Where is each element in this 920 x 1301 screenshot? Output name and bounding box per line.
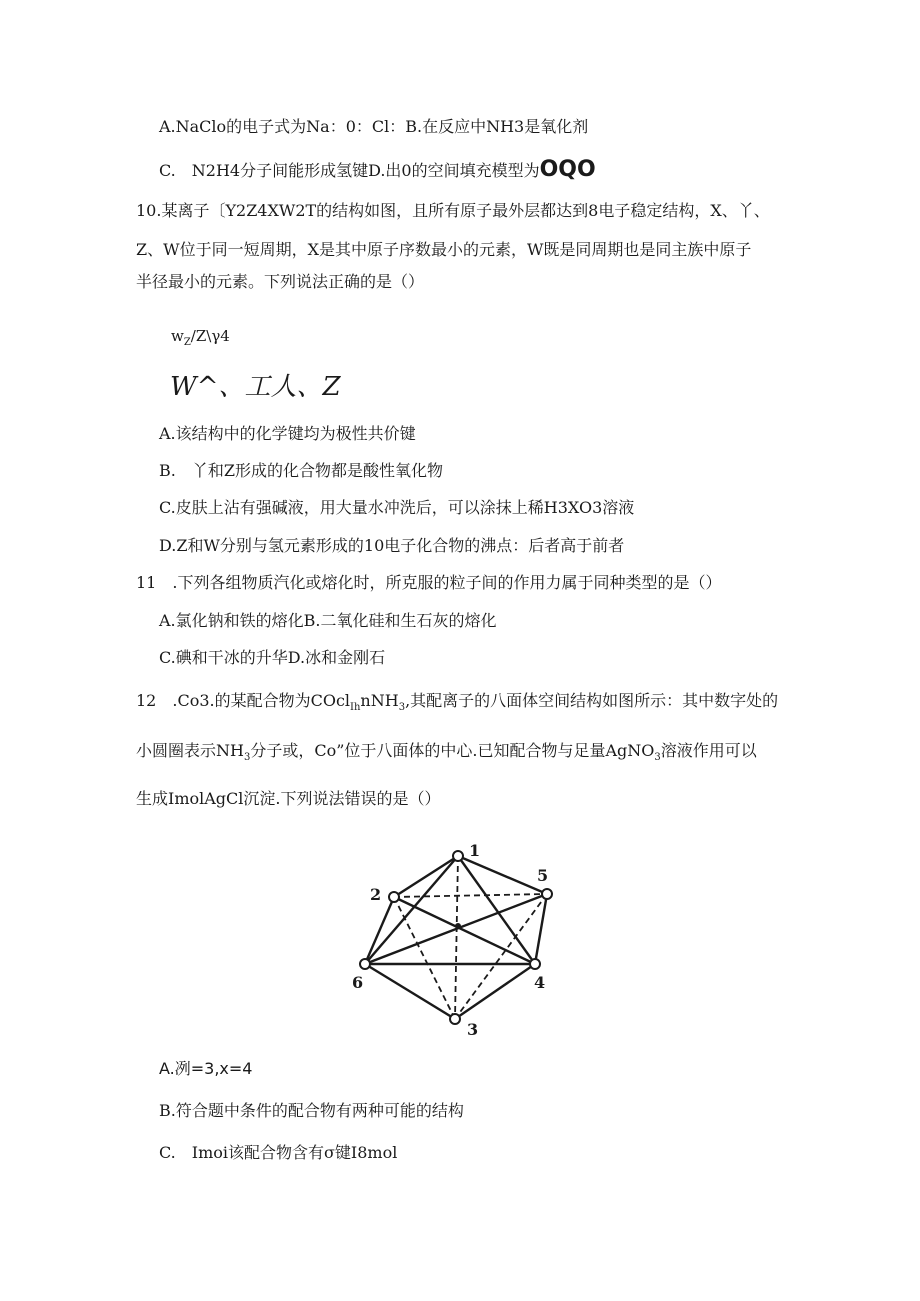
- q12-option-a: A.冽=3,x=4: [159, 1059, 253, 1078]
- q12-stem-line-2: [136, 741, 757, 768]
- vertex-2: [389, 892, 399, 902]
- q10-option-c: C.皮肤上沾有强碱液，用大量水冲洗后，可以涂抹上稀H3XO3溶液: [159, 498, 635, 517]
- label-4: 4: [534, 973, 546, 992]
- label-3: 3: [467, 1020, 479, 1038]
- q10-figure-w: w: [171, 327, 184, 345]
- q10-figure-line-2: W^、工人、Z: [170, 372, 341, 402]
- q10-figure-line-1: [171, 326, 230, 353]
- vertex-4: [530, 959, 540, 969]
- q12-stem-1-sub: Ih: [350, 702, 361, 714]
- vertex-5: [542, 889, 552, 899]
- q12-stem-2-sub: 3: [243, 752, 251, 764]
- q12-stem-1a: 12 .Co3.的某配合物为COcl: [136, 691, 351, 710]
- q12-stem-2a: 小圆圈表示NH: [136, 741, 244, 760]
- octahedron-dashed-edges: [365, 856, 547, 1019]
- label-2: 2: [370, 885, 382, 904]
- q12-stem-line-3: 生成ImolAgCl沉淀.下列说法错误的是（）: [136, 789, 441, 808]
- q12-stem-2c: 溶液作用可以: [660, 741, 757, 760]
- q10-figure-rest: /Z\γ4: [190, 327, 230, 345]
- q9-option-c-d-text: C. N2H4分子间能形成氢键D.出0的空间填充模型为: [159, 161, 540, 180]
- vertex-6: [360, 959, 370, 969]
- q9-space-filling-model: OQO: [539, 157, 596, 182]
- q11-option-a-b: A.氯化钠和铁的熔化B.二氧化硅和生石灰的熔化: [159, 611, 497, 630]
- edge-1-6: [365, 856, 458, 964]
- edge-5-4: [535, 894, 547, 964]
- q10-stem-line-1: 10.某离子〔Y2Z4XW2T的结构如图，且所有原子最外层都达到8电子稳定结构，X、丫、: [136, 201, 770, 220]
- edge-1-2: [394, 856, 458, 897]
- q10-option-d: D.Z和W分别与氢元素形成的10电子化合物的沸点：后者高于前者: [159, 536, 625, 555]
- q12-stem-1c: ,其配离子的八面体空间结构如图所示：其中数字处的: [405, 691, 779, 710]
- edge-2-5: [394, 894, 547, 897]
- q12-stem-2-sub2: 3: [654, 752, 661, 764]
- q12-option-b: B.符合题中条件的配合物有两种可能的结构: [159, 1101, 464, 1120]
- q12-option-c: C. Imoi该配合物含有σ键I8mol: [159, 1143, 398, 1162]
- q12-stem-1-sub2: 3: [398, 702, 406, 714]
- label-5: 5: [537, 866, 549, 885]
- q10-figure-sub: Z: [183, 337, 191, 348]
- octahedron-diagram: [348, 838, 578, 1038]
- q11-stem: 11 .下列各组物质汽化或熔化时，所克服的粒子间的作用力属于同种类型的是（）: [136, 573, 722, 592]
- q10-stem-line-2: Z、W位于同一短周期，X是其中原子序数最小的元素，W既是同周期也是同主族中原子: [136, 240, 752, 259]
- q10-option-a: A.该结构中的化学键均为极性共价键: [159, 424, 416, 443]
- q10-stem-line-3: 半径最小的元素。下列说法正确的是（）: [136, 272, 425, 291]
- q9-option-a-b: A.NaClo的电子式为Na：0：Cl：B.在反应中NH3是氧化剂: [159, 117, 589, 136]
- q9-option-c-d: [159, 157, 596, 182]
- vertex-3: [450, 1014, 460, 1024]
- edge-4-3: [455, 964, 535, 1019]
- vertex-1: [453, 851, 463, 861]
- q10-option-b: B. 丫和Z形成的化合物都是酸性氧化物: [159, 461, 443, 480]
- q11-option-c-d: C.碘和干冰的升华D.冰和金刚石: [159, 648, 386, 667]
- label-6: 6: [352, 973, 364, 992]
- q12-stem-2b: 分子或，Co”位于八面体的中心.已知配合物与足量AgNO: [250, 741, 655, 760]
- axis-1-3: [455, 856, 458, 1019]
- q12-stem-1b: nNH: [360, 691, 399, 710]
- center-co-atom: [455, 923, 461, 929]
- q12-stem-line-1: [136, 691, 778, 718]
- label-1: 1: [469, 841, 481, 860]
